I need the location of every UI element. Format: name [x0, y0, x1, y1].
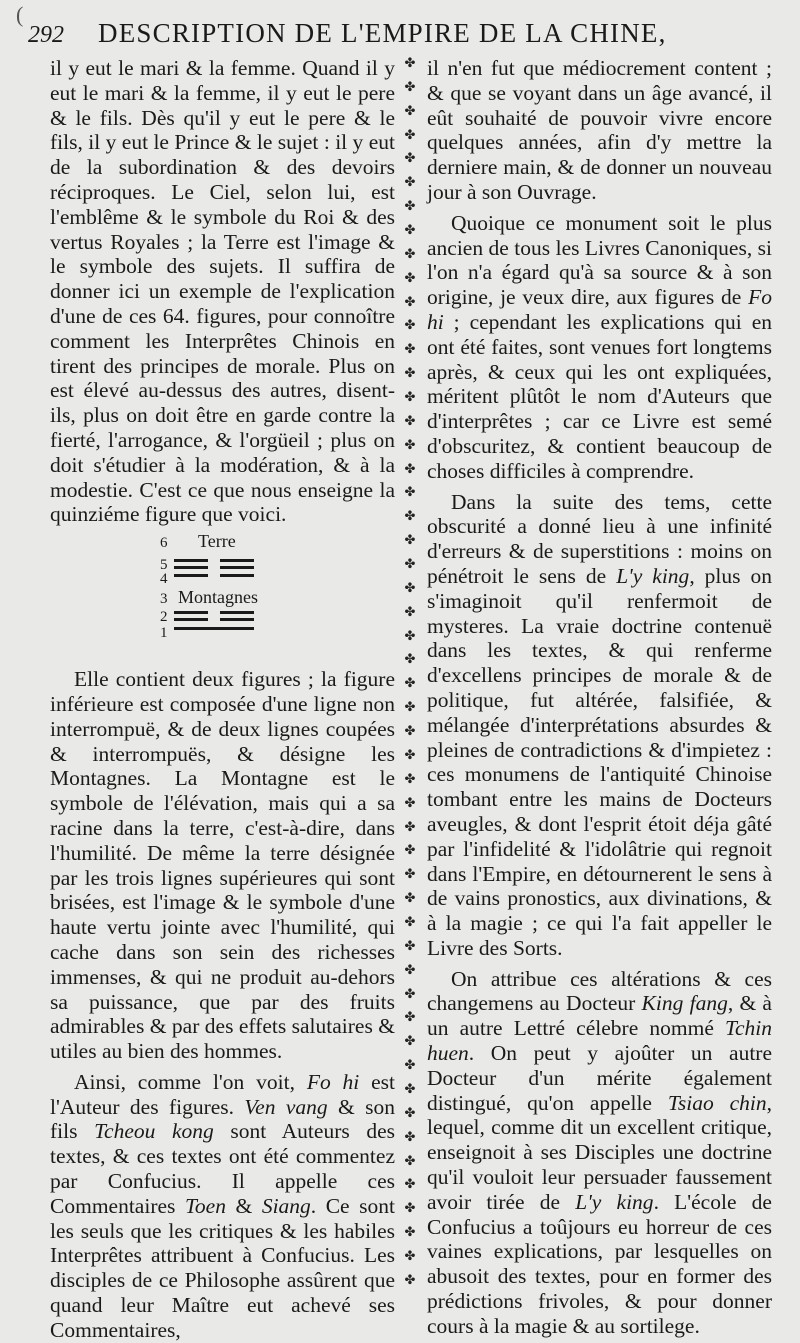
divider-ornament-glyph: ✤ [404, 56, 416, 70]
right-paragraph-2 [427, 211, 772, 484]
solid-line [174, 627, 254, 630]
divider-ornament-glyph: ✤ [404, 961, 416, 977]
divider-ornament-glyph: ✤ [404, 484, 416, 500]
italic-name: Tsiao chin [667, 1090, 767, 1115]
text-run: est l'Auteur des figures. [50, 1069, 395, 1119]
text-run: Ainsi, comme l'on voit, [74, 1069, 307, 1094]
broken-line-6b [220, 566, 254, 569]
italic-name: Ven vang [244, 1094, 328, 1119]
divider-ornament-glyph: ✤ [404, 794, 416, 810]
divider-ornament-glyph: ✤ [404, 1057, 416, 1073]
italic-name: Siang [261, 1193, 311, 1218]
divider-ornament-glyph: ✤ [404, 746, 416, 762]
divider-ornament-glyph: ✤ [404, 913, 416, 929]
right-paragraph-4 [427, 967, 772, 1339]
left-paragraph-3 [50, 1070, 395, 1343]
figure-label-top: Terre [198, 531, 236, 552]
divider-ornament-glyph: ✤ [404, 317, 416, 333]
divider-ornament-glyph: ✤ [404, 1009, 416, 1025]
divider-ornament-glyph: ✤ [404, 365, 416, 381]
divider-ornament-glyph: ✤ [404, 222, 416, 238]
right-paragraph-3 [427, 490, 772, 961]
divider-ornament-glyph: ✤ [404, 102, 416, 118]
divider-ornament-glyph: ✤ [404, 1152, 416, 1168]
divider-ornament-glyph: ✤ [404, 556, 416, 572]
divider-ornament-glyph: ✤ [404, 1247, 416, 1263]
divider-ornament-glyph: ✤ [404, 866, 416, 882]
broken-line-1a [174, 618, 208, 621]
divider-ornament-glyph: ✤ [404, 412, 416, 428]
broken-line-2b [220, 611, 254, 614]
divider-ornament-glyph: ✤ [404, 937, 416, 953]
line-number-3: 3 [160, 591, 168, 608]
divider-ornament-glyph: ✤ [404, 532, 416, 548]
divider-ornament-glyph: ✤ [404, 675, 416, 691]
divider-ornament-glyph: ✤ [404, 627, 416, 643]
line-number-5: 5 [160, 557, 168, 574]
divider-ornament-glyph: ✤ [404, 1033, 416, 1049]
broken-line-4b [220, 574, 254, 577]
divider-ornament-glyph: ✤ [404, 890, 416, 906]
running-title: DESCRIPTION DE L'EMPIRE DE LA CHINE, [98, 18, 667, 48]
page-number: 292 [28, 22, 64, 48]
text-run: sont Auteurs des textes, & ces textes ont été commentez par Confucius. Il appelle ces Commentaires [50, 1119, 395, 1218]
left-paragraph-1: il y eut le mari & la femme. Quand il y eut le mari & la femme, il y eut le pere & le fils. Dès qu'il y eut le pere & le fils, il y eut le Prince & le sujet : il y eut de la subordination & des devoirs réciproques. Le Ciel, selon lui, est l'emblême & le symbole du Roi & des vertus Royales ; la Terre est l'image & le symbole des sujets. Il suffira de donner ici un exemple de l'explication d'une de ces 64. figures, pour connoître comment les Interprêtes Chinois en tirent des principes de morale. Plus on est élevé au-dessus des autres, disent-ils, plus on doit être en garde contre la fierté, l'arrogance, & l'orgüeil ; plus on doit s'étudier à la modération, & à la modestie. C'est ce que nous enseigne la quinziéme figure que voici. [50, 56, 395, 527]
line-number-6: 6 [160, 535, 168, 552]
broken-line-5a [174, 559, 208, 562]
italic-name: Toen [184, 1193, 226, 1218]
italic-name: Tchin huen [427, 1016, 772, 1066]
margin-mark: ( [16, 2, 24, 27]
text-run: . Ce sont les seuls que les critiques & les habiles Interprêtes attribuent à Confucius. Les disciples de ce Philosophe assûrent que quand leur Maître eut achevé ses Commentaires, [50, 1193, 395, 1342]
divider-ornament-glyph: ✤ [404, 699, 416, 715]
divider-ornament-glyph: ✤ [404, 651, 416, 667]
text-run: ; cependant les explications qui en ont été faites, sont venues fort longtems après, & ceux qui les ont expliquées, méritent plûtôt le nom d'Auteurs que d'interprêtes ; car ce Livre est semé d'obscuritez, & contient beaucoup de choses difficiles à comprendre. [427, 309, 772, 483]
divider-ornament-glyph: ✤ [404, 723, 416, 739]
divider-ornament-glyph: ✤ [404, 198, 416, 214]
divider-ornament-glyph: ✤ [404, 1128, 416, 1144]
broken-line-5b [220, 559, 254, 562]
italic-name: Tcheou kong [94, 1119, 214, 1144]
divider-ornament-glyph: ✤ [404, 174, 416, 190]
line-number-1: 1 [160, 625, 168, 642]
left-paragraph-2: Elle contient deux figures ; la figure inférieure est composée d'une ligne non interrompuë, & de deux lignes coupées & interrompuës, & désigne les Montagnes. La Montagne est le symbole de l'élévation, mais qui a sa racine dans la terre, c'est-à-dire, dans l'humilité. De même la terre désignée par les trois lignes supérieures qui sont brisées, est l'image & le symbole d'une haute vertu jointe avec l'humilité, qui cache dans son sein des richesses immenses, & qui ne produit au-dehors sa puissance, que par des fruits admirables & par des effets salutaires & utiles au bien des hommes. [50, 667, 395, 1064]
text-run: & [225, 1193, 262, 1218]
divider-ornament-glyph: ✤ [404, 126, 416, 142]
divider-ornament-glyph: ✤ [404, 818, 416, 834]
italic-name: L'y king [616, 563, 690, 588]
divider-ornament-glyph: ✤ [404, 770, 416, 786]
divider-ornament-glyph: ✤ [404, 842, 416, 858]
divider-ornament-glyph: ✤ [404, 341, 416, 357]
divider-ornament-glyph: ✤ [404, 293, 416, 309]
broken-line-1b [220, 618, 254, 621]
text-run: , & à un autre Lettré célebre nommé [427, 991, 772, 1041]
divider-ornament-glyph: ✤ [404, 436, 416, 452]
divider-ornament-glyph: ✤ [404, 460, 416, 476]
italic-name: L'y king [575, 1189, 654, 1214]
text-run: . On peut y ajoûter un autre Docteur d'un mérite également distingué, qu'on appelle [427, 1041, 772, 1115]
column-divider-ornament [403, 56, 417, 1286]
divider-ornament-glyph: ✤ [404, 1080, 416, 1096]
divider-ornament-glyph: ✤ [404, 603, 416, 619]
divider-ornament-glyph: ✤ [404, 1176, 416, 1192]
divider-ornament-glyph: ✤ [404, 1224, 416, 1240]
text-run: & son fils [50, 1094, 395, 1144]
italic-name: King fang [641, 991, 728, 1016]
figure-label-bottom: Montagnes [178, 587, 258, 608]
divider-ornament-glyph: ✤ [404, 389, 416, 405]
hexagram-figure [50, 531, 395, 661]
line-number-4: 4 [160, 571, 168, 588]
divider-ornament-glyph: ✤ [404, 579, 416, 595]
text-run: Quoique ce monument soit le plus ancien de tous les Livres Canoniques, si l'on n'a égard qu'à sa source & à son origine, je veux dire, aux figures de [427, 210, 772, 310]
page-header [28, 18, 788, 52]
divider-ornament-glyph: ✤ [404, 985, 416, 1001]
broken-line-6a [174, 566, 208, 569]
text-run: Dans la suite des tems, cette obscurité a donné lieu à une infinité d'erreurs & de superstitions : moins on pénétroit le sens de [427, 489, 772, 588]
text-run: . L'école de Confucius a toûjours eu horreur de ces vaines explications, par lesquelles on abusoit des textes, pour en former des prédictions frivoles, & pour donner cours à la magie & au sortilege. [427, 1189, 772, 1338]
divider-ornament-glyph: ✤ [404, 1104, 416, 1120]
right-paragraph-1: il n'en fut que médiocrement content ; & que se voyant dans un âge avancé, il eût souhaité de pouvoir vivre encore quelques années, afin d'y mettre la derniere main, & de donner un nouveau jour à son Ouvrage. [427, 56, 772, 204]
divider-ornament-glyph: ✤ [404, 150, 416, 166]
broken-line-4a [174, 574, 208, 577]
right-column [427, 56, 772, 1339]
text-run: , lequel, comme dit un excellent critique, enseignoit à ses Disciples une doctrine qu'il vouloit leur persuader faussement avoir tirée de [427, 1090, 772, 1214]
line-number-2: 2 [160, 609, 168, 626]
divider-ornament-glyph: ✤ [404, 508, 416, 524]
text-run: On attribue ces altérations & ces changemens au Docteur [427, 966, 772, 1016]
divider-ornament-glyph: ✤ [404, 1271, 416, 1286]
italic-name: Fo hi [427, 285, 772, 334]
divider-ornament-glyph: ✤ [404, 1200, 416, 1216]
left-column [50, 56, 395, 1343]
italic-name: Fo hi [306, 1069, 360, 1094]
broken-line-2a [174, 611, 208, 614]
divider-ornament-glyph: ✤ [404, 245, 416, 261]
text-run: , plus on s'imaginoit qu'il renfermoit de mysteres. La vraie doctrine contenuë dans les textes, & qui renferme d'excellens principes de morale & de politique, fut altérée, falsifiée, & mélangée d'interprétations absurdes & pleines de contradictions & d'impietez : ces monumens de l'antiquité Chinoise tombant entre les mains de Docteurs aveugles, & dont l'esprit étoit déja gâté par l'infidelité & l'idolâtrie qui regnoit dans l'Empire, en détournerent le sens à de vains pronostics, aux divinations, & à la magie ; ce qui l'a fait appeller le Livre des Sorts. [427, 563, 772, 960]
divider-ornament-glyph: ✤ [404, 78, 416, 94]
divider-ornament-glyph: ✤ [404, 269, 416, 285]
